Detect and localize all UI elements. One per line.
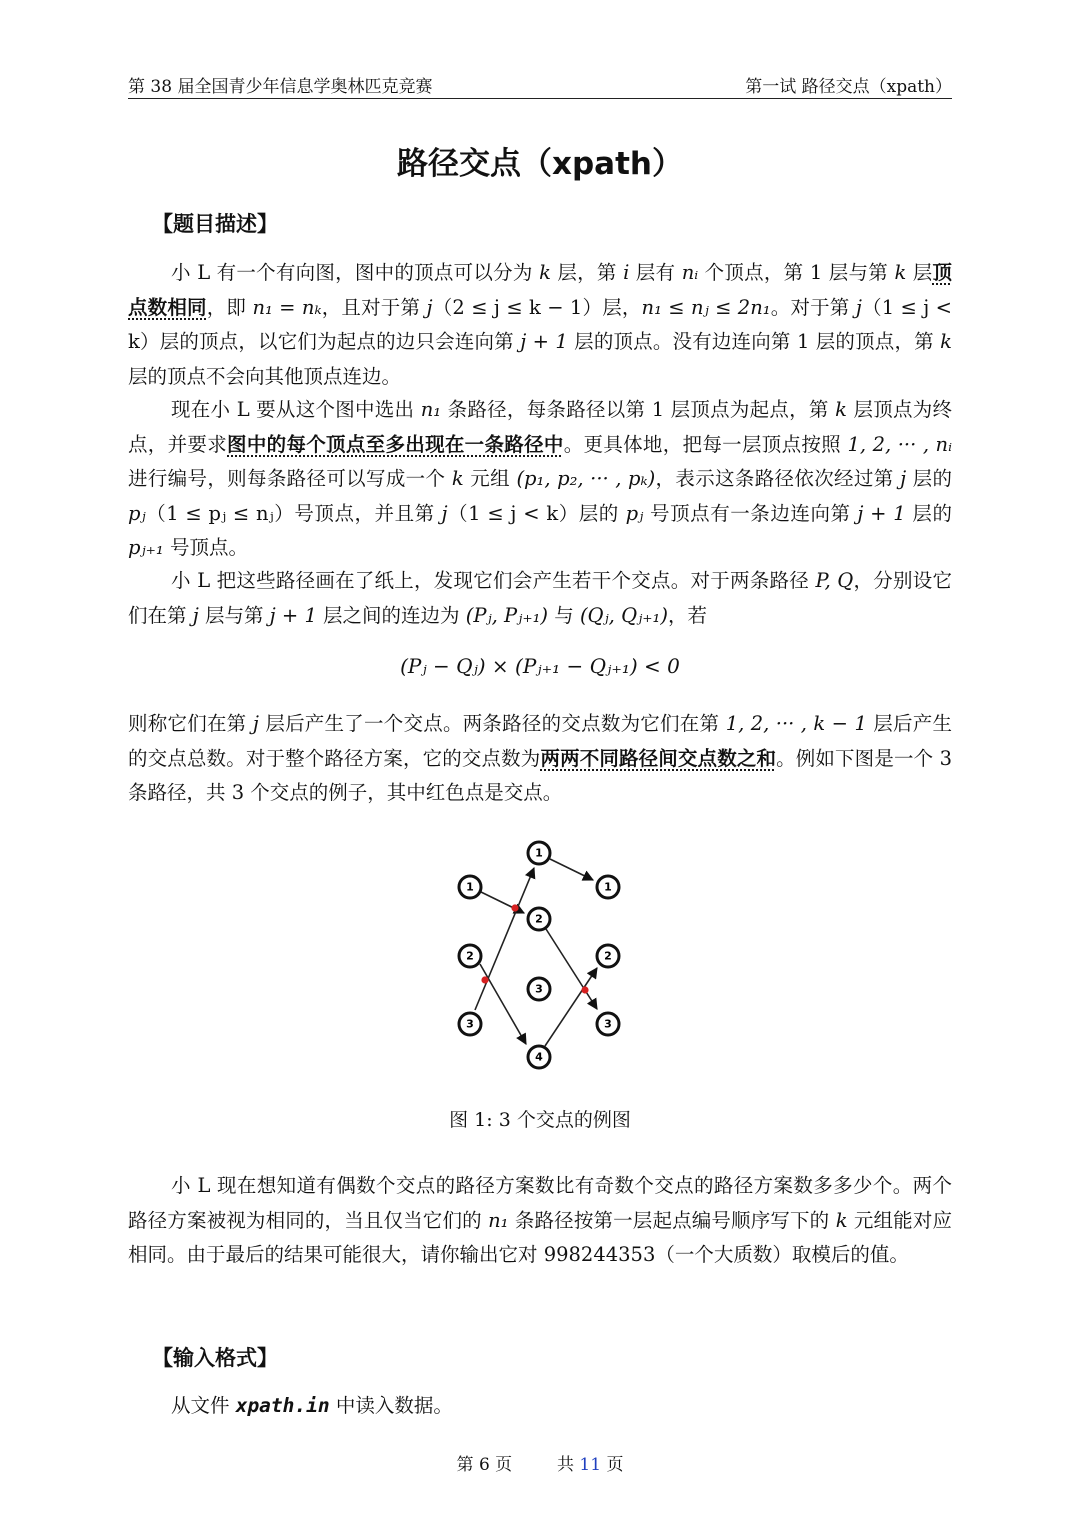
svg-text:2: 2	[466, 949, 474, 963]
paragraph-path-selection: 现在小 L 要从这个图中选出 n₁ 条路径，每条路径以第 1 层顶点为起点，第 k 层顶点为终点，并要求图中的每个顶点至多出现在一条路径中。更具体地，把每一层顶点按照 1, 2, ··· , nᵢ 进行编号，则每条路径可以写成一个 k 元组 (p₁, p₂, ··· , pₖ)，表示这条路径依次经过第 j 层的 pⱼ（1 ≤ pⱼ ≤ nⱼ）号顶点，并且第 j（1 ≤ j < k）层的 pⱼ 号顶点有一条边连向第 j + 1 层的 pⱼ₊₁ 号顶点。	[128, 398, 953, 559]
crossing-formula: (Pⱼ − Qⱼ) × (Pⱼ₊₁ − Qⱼ₊₁) < 0	[400, 654, 680, 678]
crossing-point	[511, 904, 518, 911]
svg-text:1: 1	[604, 880, 612, 894]
paragraph-question: 小 L 现在想知道有偶数个交点的路径方案数比有奇数个交点的路径方案数多多少个。两个路径方案被视为相同的，当且仅当它们的 n₁ 条路径按第一层起点编号顺序写下的 k 元组能对应相同。由于最后的结果可能很大，请你输出它对 998244353（一个大质数）取模后的值。	[128, 1174, 952, 1266]
svg-text:3: 3	[535, 982, 543, 996]
edge-l2-1-to-l3-1	[550, 859, 593, 880]
node-layer1-3	[459, 1013, 481, 1035]
edge-l2-2-to-l3-3	[546, 929, 597, 1009]
paragraph-crossing-count: 则称它们在第 j 层后产生了一个交点。两条路径的交点数为它们在第 1, 2, ··· , k − 1 层后产生的交点总数。对于整个路径方案，它的交点数为两两不同路径间交点数之和。例如下图是一个 3 条路径，共 3 个交点的例子，其中红色点是交点。	[128, 712, 952, 804]
svg-text:4: 4	[535, 1050, 543, 1064]
crossing-point	[581, 986, 588, 993]
edge-l2-4-to-l3-2	[545, 968, 597, 1046]
header-problem-name: 第一试 路径交点（xpath）	[745, 77, 952, 97]
svg-text:2: 2	[535, 912, 543, 926]
node-layer2-2	[528, 908, 550, 930]
crossing-point	[481, 976, 488, 983]
current-page-number: 6	[478, 1455, 490, 1475]
node-layer2-3	[528, 978, 550, 1000]
svg-text:1: 1	[466, 880, 474, 894]
page-header	[128, 70, 952, 99]
figure-caption: 图 1: 3 个交点的例图	[449, 1109, 631, 1131]
node-layer1-2	[459, 945, 481, 967]
input-filename: xpath.in	[235, 1394, 330, 1417]
svg-text:3: 3	[604, 1017, 612, 1031]
node-layer2-1	[528, 842, 550, 864]
node-layer1-1	[459, 876, 481, 898]
svg-text:3: 3	[466, 1017, 474, 1031]
section-heading-input: 【输入格式】	[152, 1346, 278, 1370]
edge-l1-3-to-l2-1	[475, 868, 534, 1010]
page-title: 路径交点（xpath）	[397, 146, 683, 182]
header-contest-name: 第 38 届全国青少年信息学奥林匹克竞赛	[128, 77, 433, 97]
node-layer3-2	[597, 945, 619, 967]
paragraph-graph-definition: 小 L 有一个有向图，图中的顶点可以分为 k 层，第 i 层有 nᵢ 个顶点，第 1 层与第 k 层顶点数相同，即 n₁ = nₖ，且对于第 j（2 ≤ j ≤ k − 1）层，n₁ ≤ nⱼ ≤ 2n₁。对于第 j（1 ≤ j < k）层的顶点，以它们为起点的边只会连向第 j + 1 层的顶点。没有边连向第 1 层的顶点，第 k 层的顶点不会向其他顶点连边。	[128, 261, 952, 388]
emphasis-pairwise-sum: 两两不同路径间交点数之和	[540, 746, 777, 770]
page-footer: 第 6 页 共 11 页	[456, 1455, 624, 1475]
emphasis-vertex-once: 图中的每个顶点至多出现在一条路径中	[227, 432, 564, 456]
svg-text:1: 1	[535, 846, 543, 860]
edge-l1-2-to-l2-4	[480, 964, 526, 1044]
section-heading-description: 【题目描述】	[152, 212, 278, 236]
node-layer2-4	[528, 1046, 550, 1068]
emphasis-same-count: 顶点数相同	[128, 261, 952, 319]
paragraph-crossing-intro: 小 L 把这些路径画在了纸上，发现它们会产生若干个交点。对于两条路径 P, Q，分别设它们在第 j 层与第 j + 1 层之间的连边为 (Pⱼ, Pⱼ₊₁) 与 (Qⱼ, Qⱼ₊₁)，若	[128, 569, 953, 627]
total-pages-link[interactable]: 11	[579, 1455, 602, 1475]
paragraph-input-file: 从文件 xpath.in 中读入数据。	[171, 1394, 453, 1417]
node-layer3-1	[597, 876, 619, 898]
node-layer3-3	[597, 1013, 619, 1035]
example-graph-figure	[445, 828, 645, 1078]
svg-text:2: 2	[604, 949, 612, 963]
